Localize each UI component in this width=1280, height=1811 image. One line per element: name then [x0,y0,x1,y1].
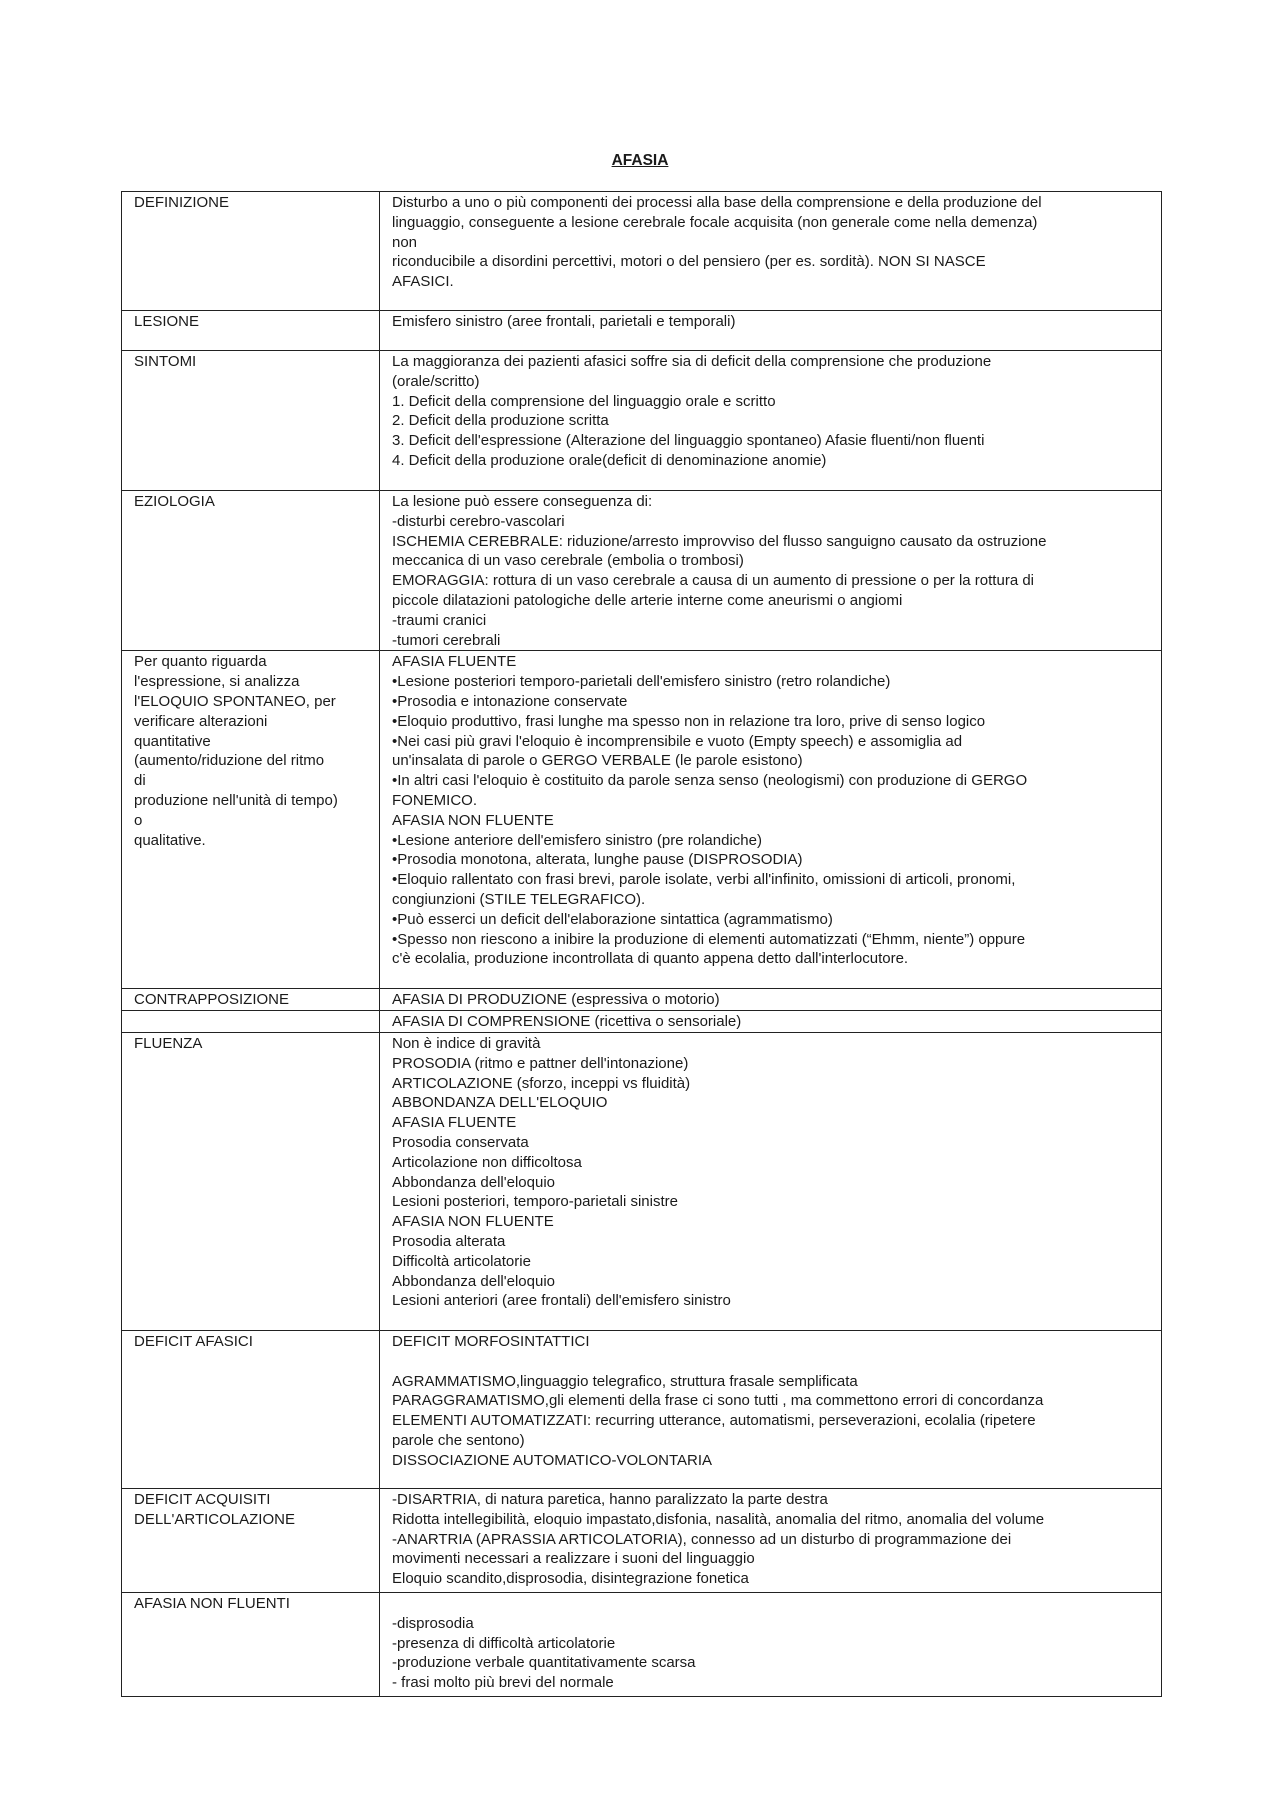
row-content-cell [380,491,1162,651]
label-line: LESIONE [134,313,200,330]
content-line: AFASIA NON FLUENTE [392,1213,554,1231]
content-line: AFASIA FLUENTE [392,653,517,671]
content-line: Eloquio scandito,disprosodia, disintegrazione fonetica [392,1570,749,1588]
label-line: CONTRAPPOSIZIONE [134,991,290,1009]
content-line: -traumi cranici [392,611,487,629]
content-line: FONEMICO. [392,791,477,809]
content-line: •Prosodia e intonazione conservate [392,692,628,710]
label-line: DEFINIZIONE [134,194,230,211]
row-label-cell [122,1592,380,1696]
row-content-cell [380,311,1162,351]
content-line: -DISARTRIA, di natura paretica, hanno paralizzato la parte destra [392,1490,828,1508]
label-line: Per quanto riguarda [134,653,267,671]
content-line: Lesioni posteriori, temporo-parietali sinistre [392,1193,678,1211]
content-line: linguaggio, conseguente a lesione cerebrale focale acquisita (non generale come nella demenza) [392,213,1038,231]
content-line: Prosodia alterata [392,1232,506,1250]
content-line: PARAGGRAMATISMO,gli elementi della frase ci sono tutti , ma commettono errori di concordanza [392,1392,1044,1410]
content-line: piccole dilatazioni patologiche delle arterie interne come aneurismi o angiomi [392,591,903,609]
content-line: meccanica di un vaso cerebrale (embolia o trombosi) [392,552,744,570]
content-line: 3. Deficit dell'espressione (Alterazione del linguaggio spontaneo) Afasie fluenti/non fluenti [392,432,985,450]
content-line: •Prosodia monotona, alterata, lunghe pause (DISPROSODIA) [392,851,803,869]
content-line: DISSOCIAZIONE AUTOMATICO-VOLONTARIA [392,1451,713,1469]
content-line: •Eloquio rallentato con frasi brevi, parole isolate, verbi all'infinito, omissioni di articoli, pronomi, [392,871,1016,889]
content-line: ELEMENTI AUTOMATIZZATI: recurring utterance, automatismi, perseverazioni, ecolalia (ripetere [392,1412,1036,1430]
row-label-cell [122,491,380,651]
row-content-cell [380,651,1162,989]
content-line: AFASIA NON FLUENTE [392,811,554,829]
label-line: l'ELOQUIO SPONTANEO, per [134,692,336,710]
row-label-cell [122,192,380,311]
row-content-cell [380,1488,1162,1592]
content-line: Emisfero sinistro (aree frontali, parietali e temporali) [392,313,736,330]
content-line: •Può esserci un deficit dell'elaborazione sintattica (agrammatismo) [392,910,833,928]
label-line: DEFICIT ACQUISITI [134,1490,271,1508]
table-row [122,651,1162,989]
content-line: congiunzioni (STILE TELEGRAFICO). [392,890,646,908]
label-line: (aumento/riduzione del ritmo [134,752,325,770]
label-line: DELL'ARTICOLAZIONE [134,1510,295,1528]
row-content-cell [380,989,1162,1011]
row-label-cell [122,989,380,1011]
row-label-cell [122,311,380,351]
content-line [392,1352,1151,1372]
content-line [392,1594,1151,1614]
content-line: DEFICIT MORFOSINTATTICI [392,1332,590,1350]
content-line: movimenti necessari a realizzare i suoni del linguaggio [392,1550,755,1568]
content-line: 4. Deficit della produzione orale(deficit di denominazione anomie) [392,451,827,469]
table-row [122,1488,1162,1592]
content-line: c'è ecolalia, produzione incontrollata di quanto appena detto dall'interlocutore. [392,950,909,968]
content-line: PROSODIA (ritmo e pattner dell'intonazione) [392,1054,689,1072]
content-line: Prosodia conservata [392,1133,529,1151]
content-line: -ANARTRIA (APRASSIA ARTICOLATORIA), connesso ad un disturbo di programmazione dei [392,1530,1012,1548]
table-row [122,1011,1162,1033]
row-content-cell [380,351,1162,491]
row-label-cell [122,1488,380,1592]
content-line: Abbondanza dell'eloquio [392,1272,556,1290]
table-row [122,989,1162,1011]
row-content-cell [380,1592,1162,1696]
content-line: Disturbo a uno o più componenti dei processi alla base della comprensione e della produzione del [392,194,1042,211]
row-label-cell [122,651,380,989]
content-line: •Lesione anteriore dell'emisfero sinistro (pre rolandiche) [392,831,762,849]
label-line: di [134,772,146,790]
content-line: •Lesione posteriori temporo-parietali dell'emisfero sinistro (retro rolandiche) [392,673,891,691]
table-row [122,491,1162,651]
table-row [122,1592,1162,1696]
content-line: 1. Deficit della comprensione del linguaggio orale e scritto [392,392,776,410]
row-content-cell [380,1032,1162,1330]
label-line: qualitative. [134,831,206,849]
content-line: ARTICOLAZIONE (sforzo, inceppi vs fluidità) [392,1074,691,1092]
content-line: La lesione può essere conseguenza di: [392,493,653,510]
label-line: EZIOLOGIA [134,493,215,510]
label-line: verificare alterazioni [134,712,268,730]
content-line: ABBONDANZA DELL'ELOQUIO [392,1094,608,1112]
row-label-cell [122,1011,380,1033]
row-label-cell [122,1032,380,1330]
content-line: -produzione verbale quantitativamente scarsa [392,1654,696,1672]
content-line: Abbondanza dell'eloquio [392,1173,556,1191]
afasia-table [121,191,1162,1697]
content-line: EMORAGGIA: rottura di un vaso cerebrale a causa di un aumento di pressione o per la rottura di [392,572,1034,590]
content-line: AFASIA DI PRODUZIONE (espressiva o motorio) [392,991,720,1009]
label-line: SINTOMI [134,353,197,370]
label-line: produzione nell'unità di tempo) [134,791,338,809]
content-line: -presenza di difficoltà articolatorie [392,1634,616,1652]
content-line: parole che sentono) [392,1431,525,1449]
content-line: -tumori cerebrali [392,631,501,649]
label-line: FLUENZA [134,1034,203,1052]
content-line: riconducibile a disordini percettivi, motori o del pensiero (per es. sordità). NON SI NASCE [392,253,986,271]
content-line: •In altri casi l'eloquio è costituito da parole senza senso (neologismi) con produzione di GERGO [392,772,1028,790]
content-line: 2. Deficit della produzione scritta [392,412,609,430]
table-row [122,1330,1162,1488]
content-line: -disturbi cerebro-vascolari [392,512,565,530]
content-line: •Spesso non riescono a inibire la produzione di elementi automatizzati (“Ehmm, niente”) oppure [392,930,1026,948]
content-line: AFASICI. [392,273,454,291]
content-line: Difficoltà articolatorie [392,1252,531,1270]
content-line: - frasi molto più brevi del normale [392,1674,614,1692]
table-row [122,311,1162,351]
content-line: non [392,233,418,251]
table-row [122,192,1162,311]
content-line: AFASIA DI COMPRENSIONE (ricettiva o sensoriale) [392,1013,742,1031]
content-line: •Eloquio produttivo, frasi lunghe ma spesso non in relazione tra loro, prive di senso logico [392,712,986,730]
content-line: Lesioni anteriori (aree frontali) dell'emisfero sinistro [392,1292,731,1310]
row-content-cell [380,1330,1162,1488]
label-line: DEFICIT AFASICI [134,1332,253,1350]
row-label-cell [122,1330,380,1488]
row-content-cell [380,1011,1162,1033]
table-row [122,351,1162,491]
page-title: AFASIA [611,152,669,169]
content-line: Non è indice di gravità [392,1034,541,1052]
row-label-cell [122,351,380,491]
content-line: (orale/scritto) [392,372,480,390]
content-line: Ridotta intellegibilità, eloquio impastato,disfonia, nasalità, anomalia del ritmo, anomalia del volume [392,1510,1045,1528]
content-line: un'insalata di parole o GERGO VERBALE (le parole esistono) [392,752,803,770]
label-line: o [134,811,143,829]
content-line: •Nei casi più gravi l'eloquio è incomprensibile e vuoto (Empty speech) e assomiglia ad [392,732,963,750]
content-line: Articolazione non difficoltosa [392,1153,582,1171]
label-line: l'espressione, si analizza [134,673,300,691]
content-line: AFASIA FLUENTE [392,1114,517,1132]
table-row [122,1032,1162,1330]
label-line: quantitative [134,732,211,750]
content-line: -disprosodia [392,1614,474,1632]
content-line: La maggioranza dei pazienti afasici soffre sia di deficit della comprensione che produzione [392,353,992,370]
content-line: AGRAMMATISMO,linguaggio telegrafico, struttura frasale semplificata [392,1372,858,1390]
label-line: AFASIA NON FLUENTI [134,1594,290,1612]
content-line: ISCHEMIA CEREBRALE: riduzione/arresto improvviso del flusso sanguigno causato da ostruzione [392,532,1047,550]
row-content-cell [380,192,1162,311]
